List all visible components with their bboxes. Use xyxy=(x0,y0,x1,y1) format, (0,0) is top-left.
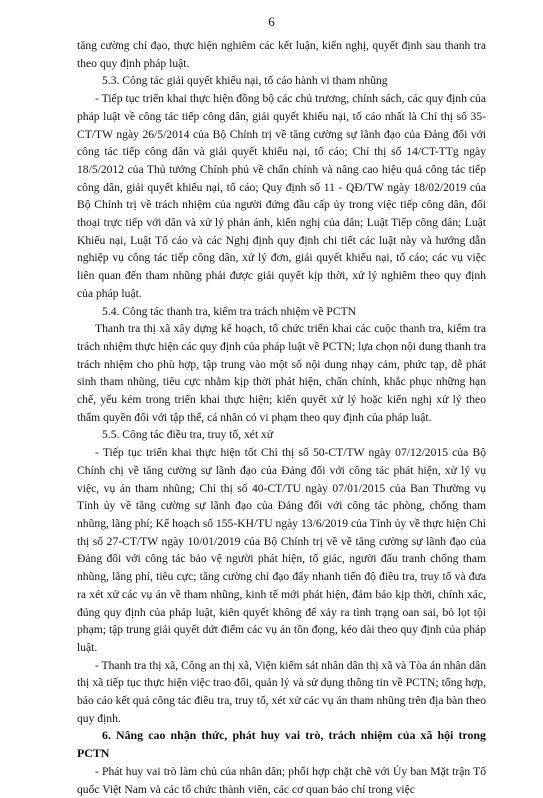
section-heading-5-4: 5.4. Công tác thanh tra, kiểm tra trách nhiệm về PCTN xyxy=(102,304,357,318)
page-body xyxy=(77,37,486,798)
paragraph-continuation: tăng cường chỉ đạo, thực hiện nghiêm các kết luận, kiến nghị, quyết định sau thanh tra theo quy định pháp luật. xyxy=(77,39,486,70)
paragraph-complaints: - Tiếp tục triển khai thực hiện đồng bộ các chủ trương, chính sách, các quy định của pháp luật về công tác tiếp công dân, giải quyết khiếu nại, tố cáo nhất là Chỉ thị số 35-CT/TW ngày 26/5/2014 của Bộ Chính trị về tăng cường sự lãnh đạo của Đảng đối với công tác tiếp công dân và giải quyết khiếu nại, tố cáo; Chỉ thị số 14/CT-TTg ngày 18/5/2012 của Thủ tướng Chính phủ về chấn chỉnh và nâng cao hiệu quả công tác tiếp công dân, giải quyết khiếu nại, tố cáo; Quy định số 11 - QĐ/TW ngày 18/02/2019 của Bộ Chính trị về trách nhiệm của người đứng đầu cấp ủy trong việc tiếp công dân, đối thoại trực tiếp với dân và xử lý phản ánh, kiến nghị của dân; Luật Tiếp công dân; Luật Khiếu nại, Luật Tố cáo và các Nghị định quy định chi tiết các luật này và hướng dẫn nghiệp vụ công tác tiếp công dân, xử lý đơn, giải quyết khiếu nại, tố cáo; các vụ việc liên quan đến tham nhũng phải được giải quyết kịp thời, xử lý nghiêm theo quy định của pháp luật. xyxy=(77,92,486,300)
paragraph-society-role: - Phát huy vai trò làm chủ của nhân dân; phối hợp chặt chẽ với Ủy ban Mặt trận Tổ quốc Việt Nam và các tổ chức thành viên, các cơ quan báo chí trong việc xyxy=(77,764,486,796)
section-heading-5-3: 5.3. Công tác giải quyết khiếu nại, tố cáo hành vi tham nhũng xyxy=(102,74,388,88)
page-number: 6 xyxy=(268,14,275,29)
paragraph-inspection: Thanh tra thị xã xây dựng kế hoạch, tổ chức triển khai các cuộc thanh tra, kiểm tra trách nhiệm thực hiện các quy định của pháp luật về PCTN; lựa chọn nội dung thanh tra trách nhiệm cho phù hợp, tập trung vào một số nội dung nhạy cảm, phức tạp, dễ phát sinh tham nhũng, tiêu cực nhằm kịp thời phát hiện, chấn chỉnh, khắc phục những hạn chế, yếu kém trong triển khai thực hiện; kiến quyết xử lý hoặc kiến nghị xử lý theo thẩm quyền đối với tập thể, cá nhân có vi phạm theo quy định của pháp luật. xyxy=(77,322,486,424)
paragraph-coordination: - Thanh tra thị xã, Công an thị xã, Viện kiểm sát nhân dân thị xã và Tòa án nhân dân thị xã tiếp tục thực hiện việc trao đổi, quản lý và sử dụng thông tin về PCTN; tổng hợp, báo cáo kết quả công tác điều tra, truy tố, xét xử các vụ án tham nhũng trên địa bàn theo quy định. xyxy=(77,658,486,725)
paragraph-investigation: - Tiếp tục triển khai thực hiện tốt Chỉ thị số 50-CT/TW ngày 07/12/2015 của Bộ Chính chị về tăng cường sự lãnh đạo của Đảng đối với công tác phát hiện, xử lý vụ việc, vụ án tham nhũng; Chỉ thị số 40-CT/TU ngày 07/01/2015 của Ban Thường vụ Tỉnh ủy về tăng cường sự lãnh đạo của Đảng đối với công tác phòng, chống tham nhũng, lãng phí; Kế hoạch số 155-KH/TU ngày 13/6/2019 của Tỉnh ủy về thực hiện Chỉ thị số 27-CT/TW ngày 10/01/2019 của Bộ Chính trị về về tăng cường sự lãnh đạo của Đảng đối với công tác bảo vệ người phát hiện, tố giác, người đấu tranh chống tham nhũng, lãng phí, tiêu cực; tăng cường chỉ đạo đẩy nhanh tiến độ điều tra, truy tố và đưa ra xét xử các vụ án về tham nhũng, kinh tế mới phát hiện, đảm bảo kịp thời, chính xác, đúng quy định của pháp luật, kiên quyết không để xảy ra tình trạng oan sai, bỏ lọt tội phạm; tập trung giải quyết dứt điểm các vụ án tồn đọng, kéo dài theo quy định của pháp luật. xyxy=(77,446,486,654)
section-heading-5-5: 5.5. Công tác điều tra, truy tố, xét xử xyxy=(102,428,274,442)
section-heading-6: 6. Nâng cao nhận thức, phát huy vai trò, trách nhiệm của xã hội trong PCTN xyxy=(77,728,486,761)
